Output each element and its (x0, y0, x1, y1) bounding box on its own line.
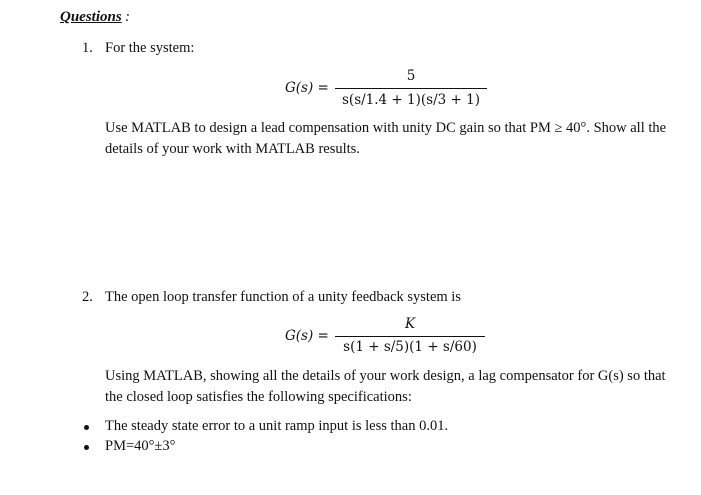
question-1-fraction-bar (335, 88, 487, 89)
heading-text: Questions (60, 9, 122, 25)
question-1-intro: For the system: (105, 40, 195, 56)
question-2-equation-lhs: G(s) = (285, 328, 329, 344)
question-2-equation-numerator: K (404, 316, 416, 332)
heading-colon: : (125, 9, 130, 25)
question-1-number: 1. (82, 40, 93, 56)
question-1-equation-denominator: s(s/1.4 + 1)(s/3 + 1) (342, 92, 480, 108)
question-2-intro: The open loop transfer function of a unity feedback system is (105, 289, 461, 305)
spec-item-2: PM=40°±3° (105, 438, 176, 454)
question-2-number: 2. (82, 289, 93, 305)
question-2-body: Using MATLAB, showing all the details of your work design, a lag compensator for G(s) so that the closed loop satisfies the following specifications: (105, 368, 666, 405)
spec-item-1: The steady state error to a unit ramp input is less than 0.01. (105, 418, 449, 434)
question-1-equation-numerator: 5 (406, 68, 416, 84)
question-2-fraction-bar (335, 336, 485, 337)
page-heading (60, 9, 122, 26)
question-1-body: Use MATLAB to design a lead compensation with unity DC gain so that PM ≥ 40°. Show all the details of your work with MATLAB results. (105, 120, 667, 157)
bullet-icon (84, 425, 89, 430)
question-1-equation-lhs: G(s) = (285, 80, 329, 96)
question-2-equation-denominator: s(1 + s/5)(1 + s/60) (343, 339, 477, 355)
bullet-icon (84, 445, 89, 450)
